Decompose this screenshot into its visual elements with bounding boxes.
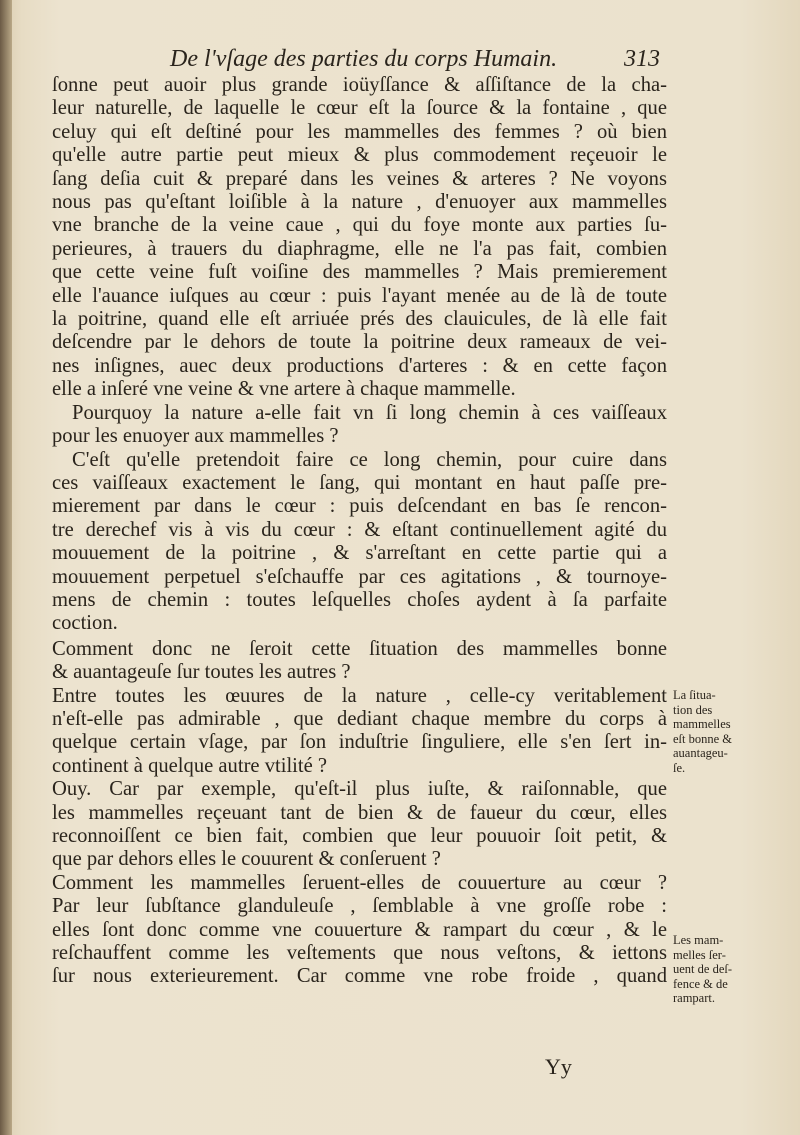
text-line: tre derechef vis à vis du cœur : & eſtant continuellement agité du xyxy=(52,518,667,541)
question-line: Pourquoy la nature a-elle fait vn ſi long chemin à ces vaiſſeaux xyxy=(72,401,667,424)
margin-note xyxy=(673,688,783,775)
question-line: pour les enuoyer aux mammelles ? xyxy=(52,425,339,448)
text-line: nous pas qu'eſtant loiſible à la nature , d'enuoyer aux mammelles xyxy=(52,191,667,214)
text-line: leur naturelle, de laquelle le cœur eſt la ſource & la fontaine , que xyxy=(52,97,667,120)
margin-note-line: eſt bonne & xyxy=(673,731,733,746)
text-line: Par leur ſubſtance glanduleuſe , ſemblable à vne groſſe robe : xyxy=(52,895,667,918)
margin-note-line: tion des xyxy=(673,702,713,717)
text-line: nes inſignes, auec deux productions d'arteres : & en cette façon xyxy=(52,354,667,377)
margin-note-line: ſe. xyxy=(673,760,686,775)
margin-note-line: melles ſer- xyxy=(673,947,726,962)
question-line: Comment donc ne ſeroit cette ſituation des mammelles bonne xyxy=(52,637,667,660)
text-line: que par dehors elles le couurent & conſeruent ? xyxy=(52,848,441,871)
text-line: n'eſt-elle pas admirable , que dediant chaque membre du corps à xyxy=(52,707,667,730)
margin-note-line: rampart. xyxy=(673,991,715,1005)
margin-note-line: La ſitua- xyxy=(673,688,716,702)
running-header xyxy=(170,44,660,74)
text-line: mierement par dans le cœur : puis deſcendant en bas ſe rencon- xyxy=(52,495,667,518)
text-line: deſcendre par le dehors de toute la poitrine deux rameaux de vei- xyxy=(52,331,667,354)
text-line: les mammelles reçeuant tant de bien & de faueur du cœur, elles xyxy=(52,801,667,824)
margin-note-line: auantageu- xyxy=(673,746,728,760)
text-line: reconnoiſſent ce bien fait, combien que leur pouuoir ſoit petit, & xyxy=(52,825,667,847)
text-line: quelque certain vſage, par ſon induſtrie ſinguliere, elle s'en ſert in- xyxy=(52,731,667,754)
margin-note-line: mammelles xyxy=(673,717,731,731)
text-line: elle l'auance iuſques au cœur : puis l'ayant menée au de là de toute xyxy=(52,284,667,307)
margin-note-line: Les mam- xyxy=(673,933,724,947)
text-line: mouuement perpetuel s'eſchauffe par ces agitations , & tournoye- xyxy=(52,565,667,588)
text-line: mouuement de la poitrine , & s'arreſtant en cette partie qui a xyxy=(52,542,667,565)
text-line: qu'elle autre partie peut mieux & plus commodement reçeuoir le xyxy=(52,144,667,167)
text-line: reſchauffent comme les veſtements que nous veſtons, & iettons xyxy=(52,942,667,965)
question-line: Comment les mammelles ſeruent-elles de couuerture au cœur ? xyxy=(52,871,667,894)
text-line: celuy qui eſt deſtiné pour les mammelles des femmes ? où bien xyxy=(52,120,667,143)
text-line: coction. xyxy=(52,612,118,635)
text-line: la poitrine, quand elle eſt arriuée prés des clauicules, de là elle fait xyxy=(52,308,667,331)
binding-gutter xyxy=(0,0,12,1135)
text-line: C'eſt qu'elle pretendoit faire ce long chemin, pour cuire dans xyxy=(72,448,667,471)
margin-note-line: fence & de xyxy=(673,976,728,991)
text-line: perieures, à trauers du diaphragme, elle ne l'a pas fait, combien xyxy=(52,237,667,260)
text-line: Ouy. Car par exemple, qu'eſt-il plus iuſte, & raiſonnable, que xyxy=(52,778,667,801)
text-line: que cette veine fuſt voiſine des mammelles ? Mais premierement xyxy=(52,261,667,284)
page-number: 313 xyxy=(624,46,660,72)
text-line: vne branche de la veine caue , qui du foye monte aux parties ſu- xyxy=(52,214,667,237)
text-line: elles ſont donc comme vne couuerture & rampart du cœur , & le xyxy=(52,918,667,941)
header-title: De l'vſage des parties du corps Humain. xyxy=(170,46,558,72)
text-line: ſang deſia cuit & preparé dans les veines & arteres ? Ne voyons xyxy=(52,167,667,190)
text-line: continent à quelque autre vtilité ? xyxy=(52,754,328,777)
body-text xyxy=(52,74,667,989)
text-line: ces vaiſſeaux exactement le ſang, qui montant en haut paſſe pre- xyxy=(52,471,667,494)
text-line: ſur nous exterieurement. Car comme vne robe froide , quand xyxy=(52,965,667,988)
text-line: mens de chemin : toutes leſquelles choſes aydent à ſa parfaite xyxy=(52,588,667,611)
text-line: ſonne peut auoir plus grande ioüyſſance & aſſiſtance de la cha- xyxy=(52,74,667,96)
margin-note xyxy=(673,933,783,1006)
question-line: & auantageuſe ſur toutes les autres ? xyxy=(52,661,351,684)
margin-note-line: uent de deſ- xyxy=(673,962,733,976)
signature-mark: Yy xyxy=(545,1054,572,1079)
text-line: elle a inſeré vne veine & vne artere à chaque mammelle. xyxy=(52,378,516,401)
text-line: Entre toutes les œuures de la nature , celle-cy veritablement xyxy=(52,684,667,707)
